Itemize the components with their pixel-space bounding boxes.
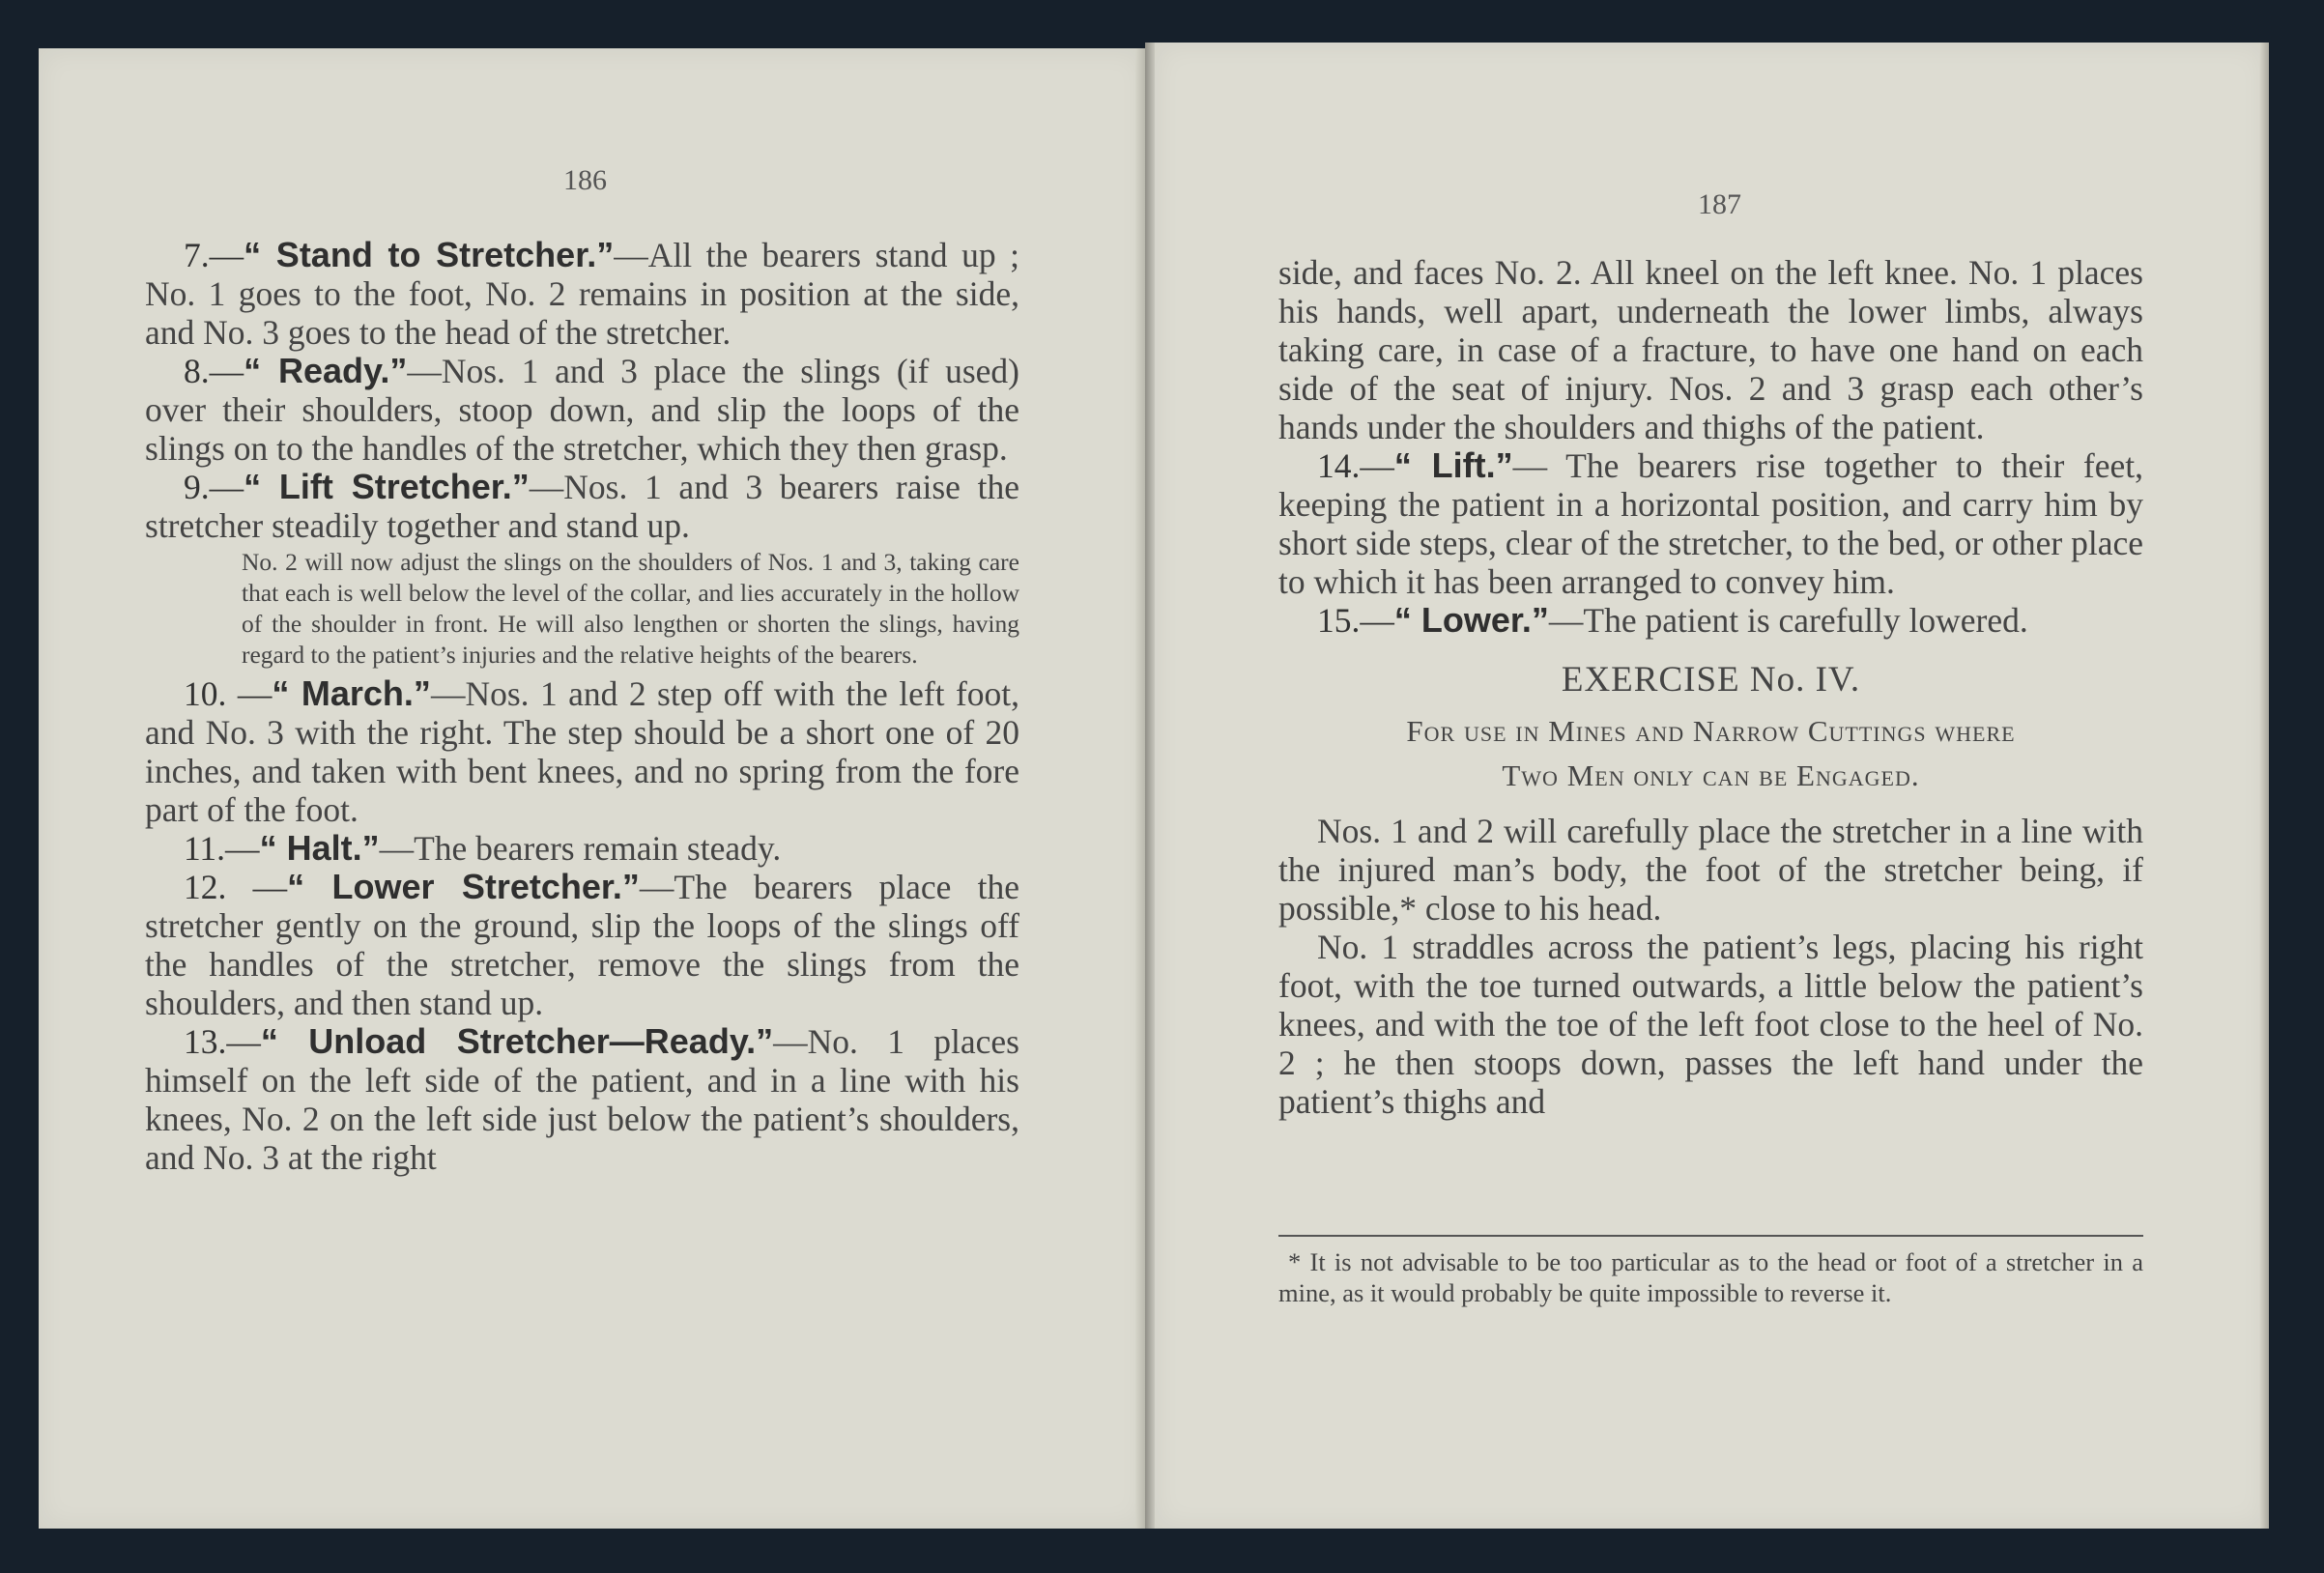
continuation-paragraph: side, and faces No. 2. All kneel on the left knee. No. 1 places his hands, well apart, underneath the lower limbs, always taking care, in case of a fracture, to have one hand on each side of the seat of injury. Nos. 2 and 3 grasp each other’s hands under the shoulders and thighs of the patient. [1278,253,2143,446]
paragraph-15: 15.—“ Lower.”—The patient is carefully lowered. [1317,600,2028,640]
right-page-text [1278,253,2143,1121]
paragraph-8: 8.—“ Ready.”—Nos. 1 and 3 place the slings (if used) over their shoulders, stoop down, and slip the loops of the slings on to the handles of the stretcher, which they then grasp. [145,351,1019,468]
paragraph-12: 12. —“ Lower Stretcher.”—The bearers place the stretcher gently on the ground, slip the loops of the slings off the handles of the stretcher, remove the slings from the shoulders, and then stand up. [145,867,1019,1022]
paragraph-9: 9.—“ Lift Stretcher.”—Nos. 1 and 3 bearers raise the stretcher steadily together and stand up. [145,467,1019,545]
page-number-right: 187 [1698,188,1741,220]
exercise-paragraph-2: No. 1 straddles across the patient’s legs, placing his right foot, with the toe turned outwards, a little below the patient’s knees, and with the toe of the left foot close to the heel of No. 2 ; he then stoops down, passes the left hand under the patient’s thighs and [1278,928,2143,1121]
exercise-title: EXERCISE No. IV. [1561,660,1861,700]
exercise-subtitle-line-1: For use in Mines and Narrow Cuttings where [1406,714,2016,748]
exercise-paragraph-1: Nos. 1 and 2 will carefully place the stretcher in a line with the injured man’s body, the foot of the stretcher being, if possible,* close to his head. [1278,812,2143,928]
paragraph-13: 13.—“ Unload Stretcher—Ready.”—No. 1 places himself on the left side of the patient, and in a line with his knees, No. 2 on the left side just below the patient’s shoulders, and No. 3 at the right [145,1021,1019,1177]
paragraph-7: 7.—“ Stand to Stretcher.”—All the bearers stand up ; No. 1 goes to the foot, No. 2 remains in position at the side, and No. 3 goes to the head of the stretcher. [145,235,1019,352]
exercise-subtitle [1278,709,2143,798]
right-page-edge [2259,43,2269,1529]
footnote-rule [1278,1235,2143,1237]
footnote [1278,1246,2143,1308]
page-number-left: 186 [563,164,607,196]
exercise-subtitle-line-2: Two Men only can be Engaged. [1502,758,1920,792]
paragraph-10: 10. —“ March.”—Nos. 1 and 2 step off with the left foot, and No. 3 with the right. The step should be a short one of 20 inches, and taken with bent knees, and no spring from the fore part of the foot. [145,673,1020,829]
gutter-shadow-left [1135,48,1145,1529]
left-page-text [145,236,1019,1177]
slings-note: No. 2 will now adjust the slings on the shoulders of Nos. 1 and 3, taking care that each is well below the level of the collar, and lies accurately in the hollow of the shoulder in front. He will also lengthen or shorten the slings, having regard to the patient’s injuries and the relative heights of the bearers. [242,548,1019,669]
footnote-text: * It is not advisable to be too particular as to the head or foot of a stretcher in a mine, as it would probably be quite impossible to reverse it. [1278,1247,2143,1307]
paragraph-14: 14.—“ Lift.”— The bearers rise together to their feet, keeping the patient in a horizontal position, and carry him by short side steps, clear of the stretcher, to the bed, or other place to which it has been arranged to convey him. [1278,445,2143,601]
paragraph-11: 11.—“ Halt.”—The bearers remain steady. [184,828,782,868]
